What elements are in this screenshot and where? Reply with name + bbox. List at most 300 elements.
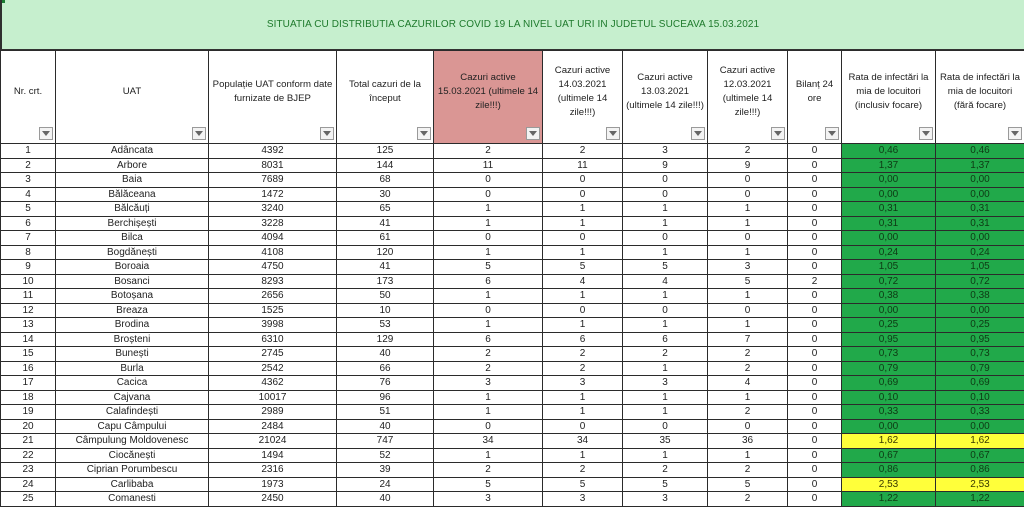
cell-nr-crt[interactable]: 3 <box>1 173 56 188</box>
cell-active-15-03[interactable]: 2 <box>434 347 543 362</box>
cell-active-15-03[interactable]: 1 <box>434 448 543 463</box>
cell-active-13-03[interactable]: 6 <box>623 332 708 347</box>
cell-active-15-03[interactable]: 5 <box>434 477 543 492</box>
cell-total-cases[interactable]: 40 <box>337 347 434 362</box>
cell-rate-excl-outbreaks[interactable]: 0,33 <box>936 405 1024 420</box>
cell-nr-crt[interactable]: 23 <box>1 463 56 478</box>
cell-total-cases[interactable]: 41 <box>337 216 434 231</box>
cell-active-14-03[interactable]: 0 <box>543 419 623 434</box>
cell-population[interactable]: 8031 <box>209 158 337 173</box>
cell-nr-crt[interactable]: 8 <box>1 245 56 260</box>
cell-population[interactable]: 4094 <box>209 231 337 246</box>
cell-uat[interactable]: Carlibaba <box>56 477 209 492</box>
cell-active-12-03[interactable]: 1 <box>708 318 788 333</box>
cell-balance-24h[interactable]: 0 <box>788 187 842 202</box>
table-row <box>1 173 1024 188</box>
cell-nr-crt[interactable]: 21 <box>1 434 56 449</box>
cell-rate-incl-outbreaks[interactable]: 0,67 <box>842 448 936 463</box>
cell-total-cases[interactable]: 61 <box>337 231 434 246</box>
cell-total-cases[interactable]: 10 <box>337 303 434 318</box>
cell-total-cases[interactable]: 40 <box>337 492 434 507</box>
cell-nr-crt[interactable]: 11 <box>1 289 56 304</box>
cell-rate-excl-outbreaks[interactable]: 0,72 <box>936 274 1024 289</box>
cell-active-13-03[interactable]: 1 <box>623 361 708 376</box>
filter-dropdown-button[interactable] <box>417 127 431 140</box>
cell-rate-excl-outbreaks[interactable]: 0,00 <box>936 303 1024 318</box>
cell-rate-incl-outbreaks[interactable]: 0,86 <box>842 463 936 478</box>
cell-active-15-03[interactable]: 1 <box>434 289 543 304</box>
cell-population[interactable]: 2450 <box>209 492 337 507</box>
cell-rate-incl-outbreaks[interactable]: 0,72 <box>842 274 936 289</box>
cell-active-13-03[interactable]: 9 <box>623 158 708 173</box>
cell-rate-incl-outbreaks[interactable]: 0,33 <box>842 405 936 420</box>
cell-active-13-03[interactable]: 1 <box>623 202 708 217</box>
cell-rate-incl-outbreaks[interactable]: 0,69 <box>842 376 936 391</box>
cell-balance-24h[interactable]: 0 <box>788 231 842 246</box>
cell-nr-crt[interactable]: 14 <box>1 332 56 347</box>
cell-rate-incl-outbreaks[interactable]: 0,00 <box>842 231 936 246</box>
cell-rate-incl-outbreaks[interactable]: 1,22 <box>842 492 936 507</box>
cell-population[interactable]: 3240 <box>209 202 337 217</box>
cell-active-12-03[interactable]: 0 <box>708 187 788 202</box>
table-row <box>1 477 1024 492</box>
cell-balance-24h[interactable]: 0 <box>788 361 842 376</box>
cell-active-15-03[interactable]: 2 <box>434 463 543 478</box>
cell-active-12-03[interactable]: 0 <box>708 419 788 434</box>
cell-rate-excl-outbreaks[interactable]: 0,00 <box>936 419 1024 434</box>
cell-population[interactable]: 8293 <box>209 274 337 289</box>
cell-total-cases[interactable]: 747 <box>337 434 434 449</box>
cell-total-cases[interactable]: 68 <box>337 173 434 188</box>
cell-active-14-03[interactable]: 3 <box>543 492 623 507</box>
cell-total-cases[interactable]: 41 <box>337 260 434 275</box>
cell-rate-excl-outbreaks[interactable]: 0,25 <box>936 318 1024 333</box>
cell-active-15-03[interactable]: 5 <box>434 260 543 275</box>
cell-rate-excl-outbreaks[interactable]: 0,86 <box>936 463 1024 478</box>
cell-active-14-03[interactable]: 1 <box>543 216 623 231</box>
cell-active-13-03[interactable]: 0 <box>623 231 708 246</box>
cell-balance-24h[interactable]: 0 <box>788 332 842 347</box>
cell-rate-incl-outbreaks[interactable]: 1,62 <box>842 434 936 449</box>
cell-rate-excl-outbreaks[interactable]: 0,00 <box>936 231 1024 246</box>
cell-balance-24h[interactable]: 0 <box>788 434 842 449</box>
cell-balance-24h[interactable]: 0 <box>788 245 842 260</box>
cell-uat[interactable]: Brodina <box>56 318 209 333</box>
cell-active-13-03[interactable]: 0 <box>623 187 708 202</box>
filter-dropdown-button[interactable] <box>39 127 53 140</box>
cell-balance-24h[interactable]: 0 <box>788 289 842 304</box>
cell-nr-crt[interactable]: 17 <box>1 376 56 391</box>
cell-rate-incl-outbreaks[interactable]: 0,95 <box>842 332 936 347</box>
cell-total-cases[interactable]: 40 <box>337 419 434 434</box>
cell-active-15-03[interactable]: 0 <box>434 187 543 202</box>
cell-rate-excl-outbreaks[interactable]: 1,62 <box>936 434 1024 449</box>
cell-active-12-03[interactable]: 1 <box>708 289 788 304</box>
cell-active-14-03[interactable]: 3 <box>543 376 623 391</box>
cell-rate-incl-outbreaks[interactable]: 0,00 <box>842 303 936 318</box>
filter-dropdown-button[interactable] <box>771 127 785 140</box>
cell-active-15-03[interactable]: 3 <box>434 376 543 391</box>
cell-uat[interactable]: Burla <box>56 361 209 376</box>
cell-balance-24h[interactable]: 0 <box>788 448 842 463</box>
cell-active-15-03[interactable]: 6 <box>434 274 543 289</box>
cell-nr-crt[interactable]: 10 <box>1 274 56 289</box>
cell-uat[interactable]: Bilca <box>56 231 209 246</box>
cell-rate-excl-outbreaks[interactable]: 0,31 <box>936 216 1024 231</box>
filter-dropdown-button[interactable] <box>919 127 933 140</box>
cell-active-13-03[interactable]: 1 <box>623 448 708 463</box>
filter-dropdown-icon <box>694 131 702 136</box>
table-row <box>1 434 1024 449</box>
cell-rate-incl-outbreaks[interactable]: 0,00 <box>842 173 936 188</box>
cell-total-cases[interactable]: 39 <box>337 463 434 478</box>
filter-dropdown-button[interactable] <box>825 127 839 140</box>
cell-uat[interactable]: Berchișești <box>56 216 209 231</box>
cell-balance-24h[interactable]: 0 <box>788 158 842 173</box>
cell-population[interactable]: 3998 <box>209 318 337 333</box>
cell-active-12-03[interactable]: 1 <box>708 202 788 217</box>
cell-active-12-03[interactable]: 4 <box>708 376 788 391</box>
cell-uat[interactable]: Bunești <box>56 347 209 362</box>
cell-rate-excl-outbreaks[interactable]: 0,00 <box>936 173 1024 188</box>
cell-active-14-03[interactable]: 0 <box>543 187 623 202</box>
cell-active-15-03[interactable]: 0 <box>434 231 543 246</box>
cell-rate-incl-outbreaks[interactable]: 0,38 <box>842 289 936 304</box>
cell-population[interactable]: 4392 <box>209 144 337 159</box>
cell-balance-24h[interactable]: 0 <box>788 347 842 362</box>
cell-uat[interactable]: Bălcăuți <box>56 202 209 217</box>
cell-balance-24h[interactable]: 0 <box>788 477 842 492</box>
cell-active-15-03[interactable]: 1 <box>434 216 543 231</box>
cell-population[interactable]: 2316 <box>209 463 337 478</box>
column-header-population <box>209 51 337 144</box>
cell-balance-24h[interactable]: 0 <box>788 318 842 333</box>
cell-balance-24h[interactable]: 0 <box>788 216 842 231</box>
cell-rate-excl-outbreaks[interactable]: 0,73 <box>936 347 1024 362</box>
cell-rate-excl-outbreaks[interactable]: 0,24 <box>936 245 1024 260</box>
cell-rate-incl-outbreaks[interactable]: 0,73 <box>842 347 936 362</box>
cell-balance-24h[interactable]: 0 <box>788 173 842 188</box>
filter-dropdown-button[interactable] <box>192 127 206 140</box>
cell-active-14-03[interactable]: 1 <box>543 245 623 260</box>
cell-rate-excl-outbreaks[interactable]: 1,22 <box>936 492 1024 507</box>
filter-dropdown-button[interactable] <box>1008 127 1022 140</box>
cell-active-14-03[interactable]: 2 <box>543 361 623 376</box>
cell-rate-excl-outbreaks[interactable]: 0,69 <box>936 376 1024 391</box>
cell-rate-excl-outbreaks[interactable]: 0,46 <box>936 144 1024 159</box>
cell-active-12-03[interactable]: 1 <box>708 245 788 260</box>
cell-nr-crt[interactable]: 5 <box>1 202 56 217</box>
cell-active-12-03[interactable]: 1 <box>708 390 788 405</box>
cell-rate-excl-outbreaks[interactable]: 0,79 <box>936 361 1024 376</box>
cell-active-14-03[interactable]: 0 <box>543 231 623 246</box>
cell-active-13-03[interactable]: 1 <box>623 405 708 420</box>
cell-active-12-03[interactable]: 2 <box>708 492 788 507</box>
column-header-nr-crt <box>1 51 56 144</box>
cell-active-14-03[interactable]: 34 <box>543 434 623 449</box>
cell-rate-incl-outbreaks[interactable]: 0,79 <box>842 361 936 376</box>
cell-nr-crt[interactable]: 1 <box>1 144 56 159</box>
cell-nr-crt[interactable]: 7 <box>1 231 56 246</box>
cell-balance-24h[interactable]: 0 <box>788 303 842 318</box>
cell-total-cases[interactable]: 129 <box>337 332 434 347</box>
cell-balance-24h[interactable]: 0 <box>788 376 842 391</box>
cell-balance-24h[interactable]: 0 <box>788 144 842 159</box>
cell-population[interactable]: 2542 <box>209 361 337 376</box>
cell-nr-crt[interactable]: 25 <box>1 492 56 507</box>
cell-total-cases[interactable]: 144 <box>337 158 434 173</box>
cell-balance-24h[interactable]: 0 <box>788 202 842 217</box>
cell-rate-incl-outbreaks[interactable]: 0,00 <box>842 187 936 202</box>
cell-active-14-03[interactable]: 1 <box>543 289 623 304</box>
cell-active-14-03[interactable]: 2 <box>543 144 623 159</box>
cell-uat[interactable]: Ciocănești <box>56 448 209 463</box>
cell-rate-excl-outbreaks[interactable]: 0,67 <box>936 448 1024 463</box>
cell-uat[interactable]: Baia <box>56 173 209 188</box>
cell-active-12-03[interactable]: 5 <box>708 477 788 492</box>
cell-uat[interactable]: Arbore <box>56 158 209 173</box>
cell-active-15-03[interactable]: 34 <box>434 434 543 449</box>
cell-active-14-03[interactable]: 5 <box>543 260 623 275</box>
cell-rate-incl-outbreaks[interactable]: 0,24 <box>842 245 936 260</box>
cell-rate-excl-outbreaks[interactable]: 0,10 <box>936 390 1024 405</box>
cell-balance-24h[interactable]: 0 <box>788 405 842 420</box>
cell-nr-crt[interactable]: 9 <box>1 260 56 275</box>
cell-active-15-03[interactable]: 0 <box>434 419 543 434</box>
cell-active-15-03[interactable]: 2 <box>434 144 543 159</box>
sheet-title: SITUATIA CU DISTRIBUTIA CAZURILOR COVID 19 LA NIVEL UAT URI IN JUDETUL SUCEAVA 15.03.2021 <box>266 19 760 30</box>
cell-active-14-03[interactable]: 1 <box>543 202 623 217</box>
cell-active-12-03[interactable]: 2 <box>708 144 788 159</box>
cell-population[interactable]: 4362 <box>209 376 337 391</box>
filter-dropdown-button[interactable] <box>691 127 705 140</box>
cell-active-12-03[interactable]: 2 <box>708 361 788 376</box>
cell-population[interactable]: 4108 <box>209 245 337 260</box>
cell-active-12-03[interactable]: 1 <box>708 448 788 463</box>
cell-rate-excl-outbreaks[interactable]: 1,05 <box>936 260 1024 275</box>
cell-active-13-03[interactable]: 3 <box>623 144 708 159</box>
cell-active-15-03[interactable]: 0 <box>434 303 543 318</box>
cell-nr-crt[interactable]: 2 <box>1 158 56 173</box>
cell-population[interactable]: 10017 <box>209 390 337 405</box>
cell-total-cases[interactable]: 76 <box>337 376 434 391</box>
cell-rate-incl-outbreaks[interactable]: 0,10 <box>842 390 936 405</box>
cell-active-13-03[interactable]: 35 <box>623 434 708 449</box>
cell-population[interactable]: 7689 <box>209 173 337 188</box>
cell-active-13-03[interactable]: 2 <box>623 463 708 478</box>
table-row <box>1 361 1024 376</box>
filter-dropdown-button[interactable] <box>320 127 334 140</box>
cell-active-13-03[interactable]: 5 <box>623 260 708 275</box>
cell-uat[interactable]: Cajvana <box>56 390 209 405</box>
cell-nr-crt[interactable]: 18 <box>1 390 56 405</box>
cell-active-12-03[interactable]: 0 <box>708 303 788 318</box>
cell-active-14-03[interactable]: 0 <box>543 303 623 318</box>
cell-active-14-03[interactable]: 1 <box>543 390 623 405</box>
cell-active-15-03[interactable]: 6 <box>434 332 543 347</box>
cell-active-13-03[interactable]: 0 <box>623 419 708 434</box>
cell-rate-incl-outbreaks[interactable]: 2,53 <box>842 477 936 492</box>
cell-active-14-03[interactable]: 5 <box>543 477 623 492</box>
column-header-uat <box>56 51 209 144</box>
cell-rate-incl-outbreaks[interactable]: 1,05 <box>842 260 936 275</box>
cell-uat[interactable]: Adâncata <box>56 144 209 159</box>
cell-total-cases[interactable]: 50 <box>337 289 434 304</box>
cell-population[interactable]: 2656 <box>209 289 337 304</box>
cell-active-14-03[interactable]: 0 <box>543 173 623 188</box>
column-header-label: UAT <box>122 86 142 97</box>
cell-balance-24h[interactable]: 0 <box>788 463 842 478</box>
cell-active-15-03[interactable]: 1 <box>434 202 543 217</box>
cell-active-14-03[interactable]: 4 <box>543 274 623 289</box>
cell-active-15-03[interactable]: 1 <box>434 405 543 420</box>
cell-active-12-03[interactable]: 2 <box>708 347 788 362</box>
cell-population[interactable]: 1472 <box>209 187 337 202</box>
cell-uat[interactable]: Bosanci <box>56 274 209 289</box>
cell-uat[interactable]: Bogdănești <box>56 245 209 260</box>
cell-nr-crt[interactable]: 20 <box>1 419 56 434</box>
column-header-active-13-03 <box>623 51 708 144</box>
cell-rate-excl-outbreaks[interactable]: 0,00 <box>936 187 1024 202</box>
cell-active-13-03[interactable]: 1 <box>623 318 708 333</box>
cell-active-13-03[interactable]: 3 <box>623 376 708 391</box>
cell-total-cases[interactable]: 173 <box>337 274 434 289</box>
cell-active-13-03[interactable]: 1 <box>623 216 708 231</box>
cell-rate-incl-outbreaks[interactable]: 0,46 <box>842 144 936 159</box>
cell-total-cases[interactable]: 24 <box>337 477 434 492</box>
cell-total-cases[interactable]: 52 <box>337 448 434 463</box>
cell-rate-incl-outbreaks[interactable]: 0,00 <box>842 419 936 434</box>
cell-rate-excl-outbreaks[interactable]: 0,31 <box>936 202 1024 217</box>
table-row <box>1 231 1024 246</box>
cell-rate-excl-outbreaks[interactable]: 1,37 <box>936 158 1024 173</box>
cell-active-12-03[interactable]: 3 <box>708 260 788 275</box>
cell-total-cases[interactable]: 125 <box>337 144 434 159</box>
cell-active-13-03[interactable]: 4 <box>623 274 708 289</box>
cell-total-cases[interactable]: 66 <box>337 361 434 376</box>
cell-active-12-03[interactable]: 2 <box>708 463 788 478</box>
cell-rate-incl-outbreaks[interactable]: 0,31 <box>842 202 936 217</box>
cell-active-12-03[interactable]: 1 <box>708 216 788 231</box>
cell-balance-24h[interactable]: 0 <box>788 390 842 405</box>
cell-active-13-03[interactable]: 1 <box>623 390 708 405</box>
cell-uat[interactable]: Bălăceana <box>56 187 209 202</box>
cell-active-13-03[interactable]: 5 <box>623 477 708 492</box>
cell-uat[interactable]: Capu Câmpului <box>56 419 209 434</box>
cell-total-cases[interactable]: 65 <box>337 202 434 217</box>
cell-active-12-03[interactable]: 5 <box>708 274 788 289</box>
cell-population[interactable]: 2989 <box>209 405 337 420</box>
cell-total-cases[interactable]: 30 <box>337 187 434 202</box>
cell-active-15-03[interactable]: 1 <box>434 390 543 405</box>
cell-rate-incl-outbreaks[interactable]: 0,25 <box>842 318 936 333</box>
filter-dropdown-icon <box>529 131 537 136</box>
cell-active-15-03[interactable]: 3 <box>434 492 543 507</box>
column-header-label: Total cazuri de la început <box>349 79 421 104</box>
cell-rate-excl-outbreaks[interactable]: 0,38 <box>936 289 1024 304</box>
cell-active-14-03[interactable]: 1 <box>543 448 623 463</box>
cell-population[interactable]: 4750 <box>209 260 337 275</box>
cell-population[interactable]: 6310 <box>209 332 337 347</box>
cell-active-15-03[interactable]: 2 <box>434 361 543 376</box>
cell-nr-crt[interactable]: 16 <box>1 361 56 376</box>
cell-nr-crt[interactable]: 6 <box>1 216 56 231</box>
cell-uat[interactable]: Boroaia <box>56 260 209 275</box>
cell-nr-crt[interactable]: 19 <box>1 405 56 420</box>
cell-rate-incl-outbreaks[interactable]: 1,37 <box>842 158 936 173</box>
cell-balance-24h[interactable]: 0 <box>788 260 842 275</box>
cell-active-15-03[interactable]: 1 <box>434 245 543 260</box>
cell-total-cases[interactable]: 51 <box>337 405 434 420</box>
cell-active-15-03[interactable]: 11 <box>434 158 543 173</box>
cell-balance-24h[interactable]: 2 <box>788 274 842 289</box>
cell-total-cases[interactable]: 96 <box>337 390 434 405</box>
cell-total-cases[interactable]: 120 <box>337 245 434 260</box>
cell-uat[interactable]: Botoșana <box>56 289 209 304</box>
cell-active-12-03[interactable]: 9 <box>708 158 788 173</box>
cell-population[interactable]: 2484 <box>209 419 337 434</box>
cell-active-12-03[interactable]: 0 <box>708 173 788 188</box>
cell-nr-crt[interactable]: 13 <box>1 318 56 333</box>
cell-nr-crt[interactable]: 4 <box>1 187 56 202</box>
filter-dropdown-button[interactable] <box>526 127 540 140</box>
cell-active-14-03[interactable]: 6 <box>543 332 623 347</box>
cell-total-cases[interactable]: 53 <box>337 318 434 333</box>
cell-population[interactable]: 2745 <box>209 347 337 362</box>
cell-nr-crt[interactable]: 15 <box>1 347 56 362</box>
cell-active-15-03[interactable]: 1 <box>434 318 543 333</box>
cell-active-14-03[interactable]: 1 <box>543 405 623 420</box>
cell-uat[interactable]: Calafindești <box>56 405 209 420</box>
cell-population[interactable]: 21024 <box>209 434 337 449</box>
cell-balance-24h[interactable]: 0 <box>788 492 842 507</box>
cell-active-14-03[interactable]: 1 <box>543 318 623 333</box>
cell-active-14-03[interactable]: 2 <box>543 347 623 362</box>
cell-uat[interactable]: Cacica <box>56 376 209 391</box>
cell-nr-crt[interactable]: 12 <box>1 303 56 318</box>
cell-rate-incl-outbreaks[interactable]: 0,31 <box>842 216 936 231</box>
cell-active-12-03[interactable]: 0 <box>708 231 788 246</box>
cell-nr-crt[interactable]: 24 <box>1 477 56 492</box>
cell-population[interactable]: 1494 <box>209 448 337 463</box>
cell-active-12-03[interactable]: 7 <box>708 332 788 347</box>
cell-rate-excl-outbreaks[interactable]: 2,53 <box>936 477 1024 492</box>
cell-population[interactable]: 3228 <box>209 216 337 231</box>
cell-active-13-03[interactable]: 0 <box>623 173 708 188</box>
cell-nr-crt[interactable]: 22 <box>1 448 56 463</box>
cell-rate-excl-outbreaks[interactable]: 0,95 <box>936 332 1024 347</box>
cell-active-14-03[interactable]: 11 <box>543 158 623 173</box>
cell-uat[interactable]: Câmpulung Moldovenesc <box>56 434 209 449</box>
cell-uat[interactable]: Breaza <box>56 303 209 318</box>
cell-active-15-03[interactable]: 0 <box>434 173 543 188</box>
filter-dropdown-button[interactable] <box>606 127 620 140</box>
cell-uat[interactable]: Broșteni <box>56 332 209 347</box>
cell-uat[interactable]: Comanesti <box>56 492 209 507</box>
cell-active-13-03[interactable]: 1 <box>623 245 708 260</box>
cell-active-13-03[interactable]: 0 <box>623 303 708 318</box>
cell-population[interactable]: 1973 <box>209 477 337 492</box>
cell-balance-24h[interactable]: 0 <box>788 419 842 434</box>
cell-active-12-03[interactable]: 2 <box>708 405 788 420</box>
cell-population[interactable]: 1525 <box>209 303 337 318</box>
cell-active-13-03[interactable]: 1 <box>623 289 708 304</box>
cell-active-14-03[interactable]: 2 <box>543 463 623 478</box>
cell-active-13-03[interactable]: 2 <box>623 347 708 362</box>
cell-active-13-03[interactable]: 3 <box>623 492 708 507</box>
cell-uat[interactable]: Ciprian Porumbescu <box>56 463 209 478</box>
cell-active-12-03[interactable]: 36 <box>708 434 788 449</box>
